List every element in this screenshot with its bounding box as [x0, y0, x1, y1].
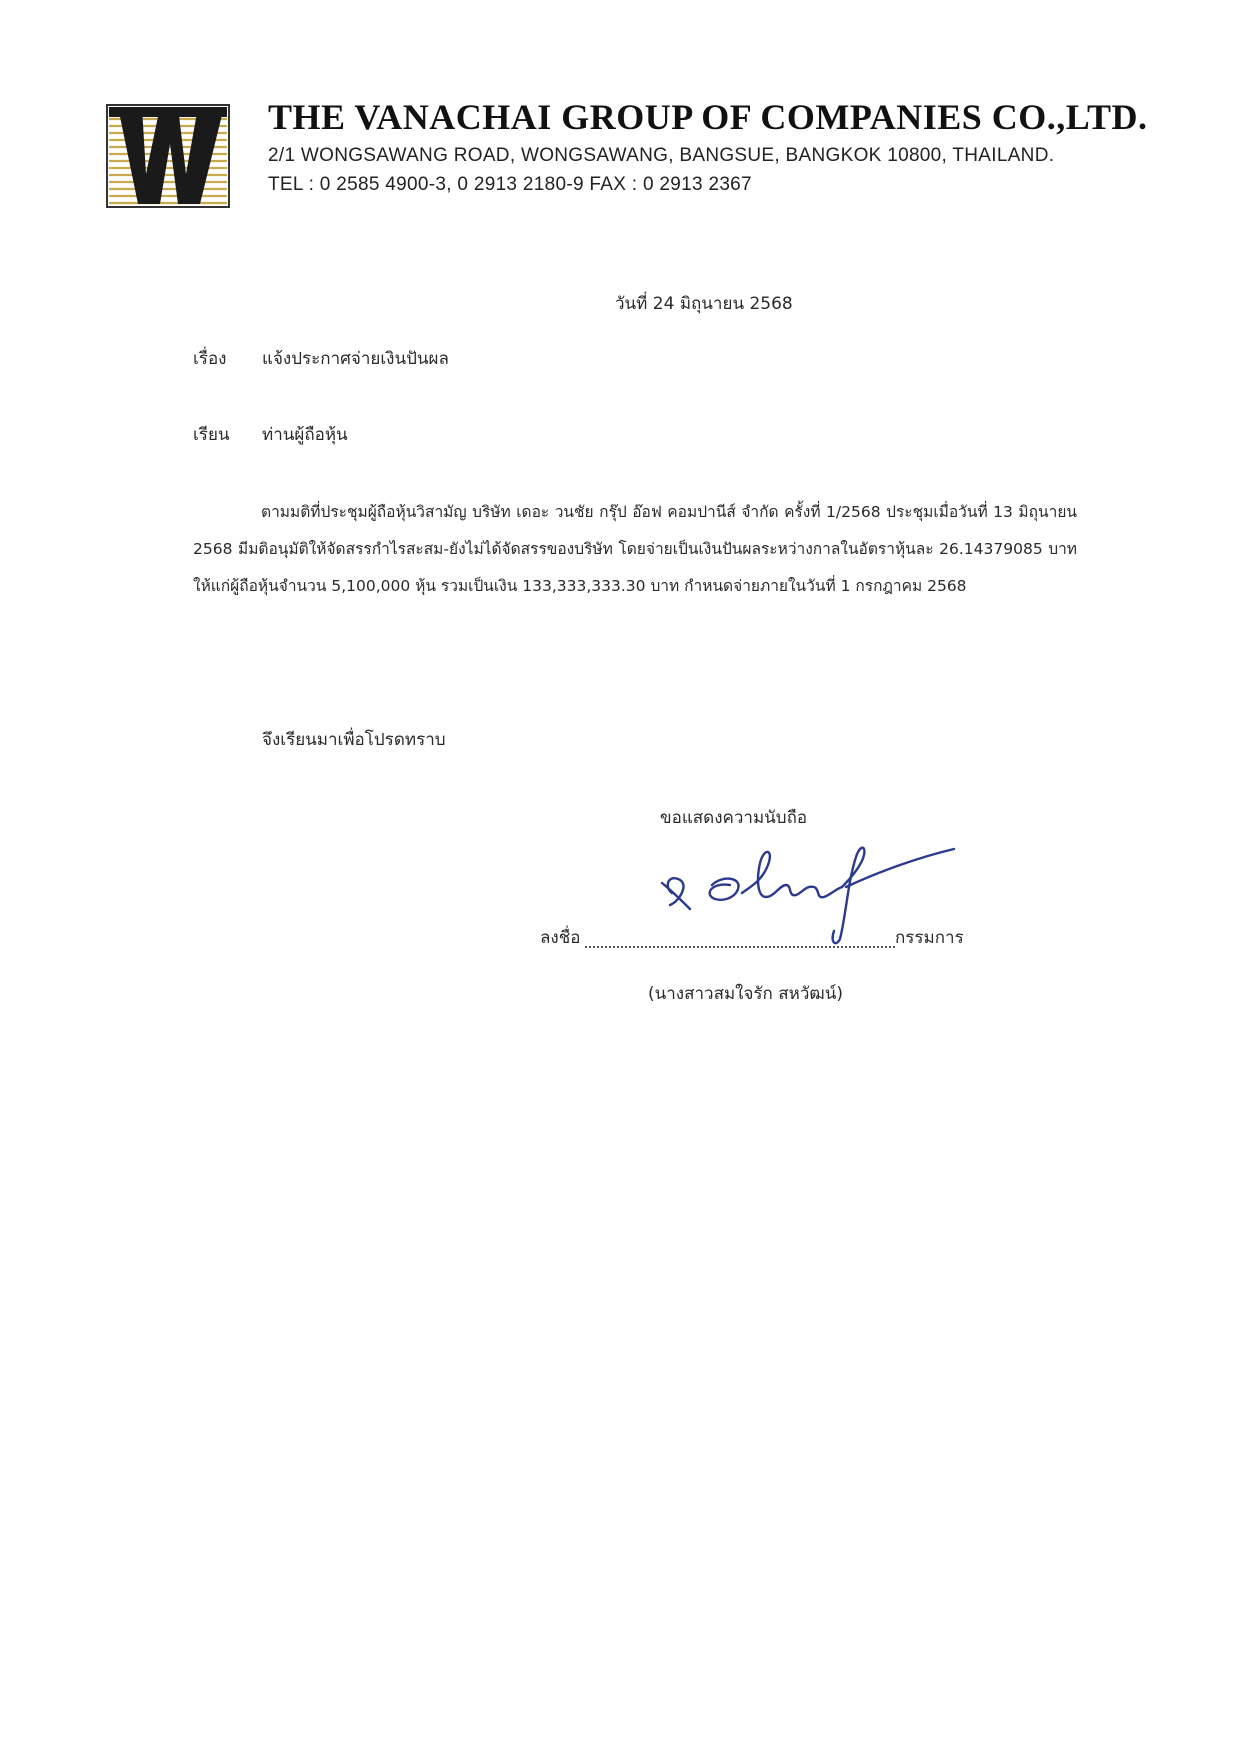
recipient-label: เรียน	[193, 425, 230, 445]
vanachai-w-logo-icon	[106, 104, 230, 208]
letter-body-paragraph: ตามมติที่ประชุมผู้ถือหุ้นวิสามัญ บริษัท เดอะ วนชัย กรุ๊ป อ๊อฟ คอมปานีส์ จำกัด ครั้งที่ 1/2568 ประชุมเมื่อวันที่ 13 มิถุนายน 2568 มีมติอนุมัติให้จัดสรรกำไรสะสม-ยังไม่ได้จัดสรรของบริษัท โดยจ่ายเป็นเงินปันผลระหว่างกาลในอัตราหุ้นละ 26.14379085 บาท ให้แก่ผู้ถือหุ้นจำนวน 5,100,000 หุ้น รวมเป็นเงิน 133,333,333.30 บาท กำหนดจ่ายภายในวันที่ 1 กรกฎาคม 2568	[193, 503, 1077, 595]
company-name: THE VANACHAI GROUP OF COMPANIES CO.,LTD.	[268, 97, 1148, 137]
recipient-value: ท่านผู้ถือหุ้น	[262, 425, 348, 445]
closing-line: จึงเรียนมาเพื่อโปรดทราบ	[262, 730, 446, 750]
subject-label: เรื่อง	[193, 349, 227, 369]
company-address: 2/1 WONGSAWANG ROAD, WONGSAWANG, BANGSUE, BANGKOK 10800, THAILAND.	[268, 145, 1055, 166]
signer-title: กรรมการ	[895, 928, 964, 948]
subject-value: แจ้งประกาศจ่ายเงินปันผล	[262, 349, 449, 369]
signature-dotted-line	[585, 924, 895, 948]
regards-line: ขอแสดงความนับถือ	[660, 808, 808, 828]
signer-name: (นางสาวสมใจรัก สหวัฒน์)	[648, 984, 843, 1004]
letter-date: วันที่ 24 มิถุนายน 2568	[615, 294, 793, 314]
signature-prefix: ลงชื่อ	[540, 928, 581, 948]
company-contact: TEL : 0 2585 4900-3, 0 2913 2180-9 FAX : 0 2913 2367	[268, 174, 752, 195]
